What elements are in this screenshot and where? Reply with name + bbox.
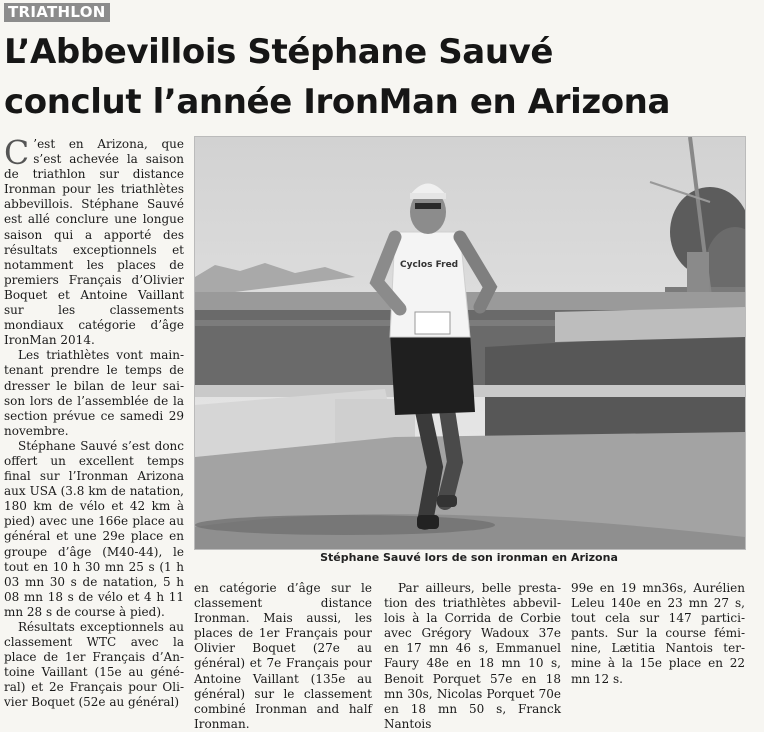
article-photo	[194, 136, 746, 550]
jersey-text: Cyclos Fred	[400, 260, 459, 270]
paragraph: en catégorie d’âge sur le classement distance Ironman. Mais aussi, les places de 1er Français pour Olivier Boquet (27e au général) et 7e Français pour Antoine Vaillant (135e au général) sur le classement combiné Ironman and half Ironman.	[194, 581, 372, 731]
paragraph: 99e en 19 mn36s, Aurélien Leleu 140e en 23 mn 27 s, tout cela sur 147 participants. Sur la course féminine, Lætitia Nantois termine à la 15e place en 22 mn 12 s.	[571, 581, 745, 686]
article-headline	[4, 27, 704, 127]
section-rubric: TRIATHLON	[4, 3, 110, 22]
paragraph: Stéphane Sauvé s’est donc offert un excellent temps final sur l’Ironman Arizona aux USA (3.8 km de natation, 180 km de vélo et 42 km à pied) avec une 166e place au général et une 29e place en groupe d’âge (M40-44), le tout en 10 h 30 mn 25 s (1 h 03 mn 30 s de natation, 5 h 08 mn 18 s de vélo et 4 h 11 mn 28 s de course à pied).	[4, 438, 184, 619]
headline-line-2: conclut l’année IronMan en Arizona	[4, 82, 671, 122]
paragraph	[4, 133, 184, 348]
article-column-1	[4, 133, 184, 711]
drop-cap: C	[4, 133, 30, 172]
paragraph: Par ailleurs, belle prestation des triathlètes abbevillois à la Corrida de Corbie avec Grégory Wadoux 37e en 17 mn 46 s, Emmanuel Faury 48e en 18 mn 10 s, Benoit Porquet 57e en 18 mn 30s, Nicolas Porquet 70e en 18 mn 50 s, Franck Nantois	[384, 581, 561, 731]
paragraph: Les triathlètes vont maintenant prendre le temps de dresser le bilan de leur saison lors de l’assemblée de la section prévue ce samedi 29 novembre.	[4, 348, 184, 438]
article-column-3	[384, 581, 561, 732]
article-column-4	[571, 581, 745, 687]
paragraph-text: ’est en Arizona, que s’est achevée la saison de triathlon sur distance Ironman pour les triathlètes abbevillois. Stéphane Sauvé est allé conclure une longue saison qui a apporté des résultats exceptionnels et notamment les places de premiers Français d’Olivier Boquet et Antoine Vaillant sur les classements mondiaux catégorie d’âge IronMan 2014.	[4, 137, 184, 348]
paragraph: Résultats exceptionnels au classement WTC avec la place de 1er Français d’Antoine Vaillant (15e au général) et 2e Français pour Olivier Boquet (52e au général)	[4, 620, 184, 710]
article-column-2	[194, 581, 372, 732]
headline-line-1: L’Abbevillois Stéphane Sauvé	[4, 32, 554, 72]
photo-caption: Stéphane Sauvé lors de son ironman en Arizona	[320, 551, 618, 564]
